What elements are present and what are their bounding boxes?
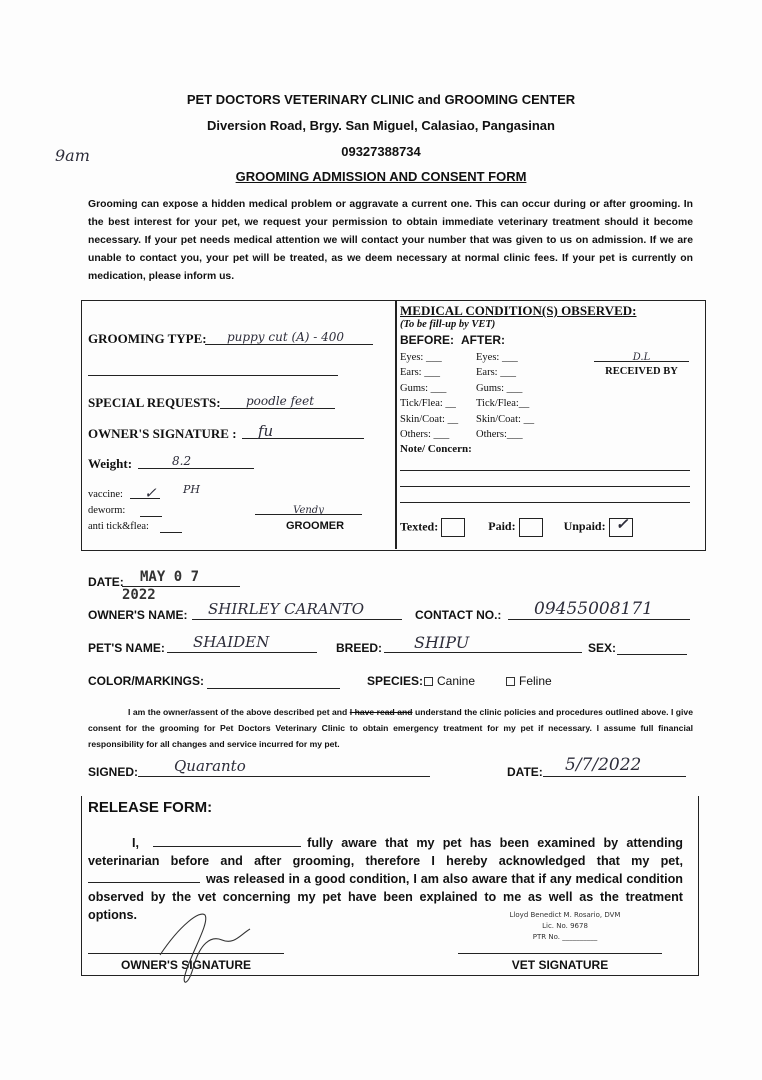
medical-title: MEDICAL CONDITION(S) OBSERVED: bbox=[400, 303, 637, 318]
intro-paragraph: Grooming can expose a hidden medical problem or aggravate a current one. This can occur during or after grooming. In the best interest for your pet, we request your permission to obtain immediate veterinary treatment should it become necessary. If your pet needs medical attention we will contact your number that was given to us on admission. If we are unable to contact you, your pet will be treated, as we deem necessary at normal clinic fees. If your pet is currently on medication, please inform us. bbox=[88, 199, 693, 282]
antitick-label: anti tick&flea: bbox=[88, 521, 149, 532]
unpaid-label: Unpaid: bbox=[563, 519, 606, 534]
owner-signature-scribble bbox=[150, 905, 260, 995]
owner-signature-value: fu bbox=[258, 422, 274, 440]
groomer-name: Vendy bbox=[293, 505, 324, 516]
owner-name-value: SHIRLEY CARANTO bbox=[208, 600, 365, 618]
owner-name-label: OWNER'S NAME: bbox=[88, 608, 188, 622]
pet-name-value: SHAIDEN bbox=[193, 633, 270, 651]
grooming-type-extra-line[interactable] bbox=[88, 361, 338, 376]
consent-date-label: DATE: bbox=[507, 765, 543, 779]
vet-signature-line[interactable] bbox=[458, 953, 662, 954]
groomer-field[interactable] bbox=[255, 500, 362, 515]
signed-label: SIGNED: bbox=[88, 765, 139, 779]
pet-name-field[interactable] bbox=[167, 633, 317, 653]
vet-signature-label: VET SIGNATURE bbox=[511, 958, 609, 972]
owner-signature-field[interactable] bbox=[242, 422, 364, 439]
clinic-phone: 09327388734 bbox=[341, 144, 421, 159]
release-text-1: I, bbox=[132, 836, 139, 850]
color-label: COLOR/MARKINGS: bbox=[88, 674, 204, 688]
sex-field[interactable] bbox=[617, 640, 687, 655]
consent-paragraph bbox=[88, 704, 693, 752]
date-field[interactable] bbox=[122, 568, 240, 603]
deworm-field[interactable] bbox=[140, 506, 162, 517]
weight-value: 8.2 bbox=[172, 454, 192, 468]
groomer-label: GROOMER bbox=[285, 520, 345, 532]
date-label: DATE: bbox=[88, 575, 124, 589]
after-item: Skin/Coat: __ bbox=[476, 413, 535, 425]
vaccine-checkmark: ✓ bbox=[144, 484, 157, 502]
unpaid-checkmark: ✓ bbox=[615, 515, 629, 533]
sex-label: SEX: bbox=[588, 641, 617, 655]
note-line[interactable] bbox=[400, 486, 690, 487]
paid-checkbox[interactable] bbox=[519, 518, 543, 537]
grooming-type-label: GROOMING TYPE: bbox=[88, 331, 207, 346]
texted-label: Texted: bbox=[400, 519, 439, 534]
after-item: Eyes: ___ bbox=[476, 352, 518, 363]
before-item: Gums: ___ bbox=[400, 382, 447, 394]
canine-checkbox[interactable] bbox=[424, 677, 433, 686]
breed-label: BREED: bbox=[336, 641, 383, 655]
vet-stamp-name: Lloyd Benedict M. Rosario, DVM bbox=[509, 911, 621, 919]
texted-checkbox[interactable] bbox=[441, 518, 465, 537]
vet-stamp bbox=[500, 910, 630, 943]
note-label: Note/ Concern: bbox=[400, 443, 472, 455]
before-list bbox=[400, 350, 458, 442]
medical-subtitle: (To be fill-up by VET) bbox=[400, 319, 496, 330]
received-by-field[interactable] bbox=[594, 347, 689, 362]
received-by-value: D.L bbox=[632, 352, 651, 363]
antitick-field[interactable] bbox=[160, 522, 182, 533]
clinic-name: PET DOCTORS VETERINARY CLINIC and GROOMING CENTER bbox=[186, 92, 576, 107]
before-label: BEFORE: bbox=[400, 333, 454, 347]
consent-date-field[interactable] bbox=[543, 755, 686, 777]
consent-text-2: understand the clinic policies and procedures outlined above. I give consent for the grooming for Pet Doctors Veterinary Clinic to obtain emergency treatment for my pet if necessary. I assume full financial responsibility for all changes and service incurred for my pet. bbox=[88, 707, 693, 749]
species-canine-option[interactable] bbox=[424, 674, 475, 688]
box-divider bbox=[395, 301, 397, 549]
vet-stamp-ptr: PTR No. __________ bbox=[532, 933, 598, 941]
date-stamp: MAY 0 7 2022 bbox=[122, 569, 200, 603]
vet-stamp-license: Lic. No. 9678 bbox=[542, 922, 588, 930]
contact-value: 09455008171 bbox=[534, 599, 653, 619]
before-item: Ears: ___ bbox=[400, 367, 440, 379]
paid-label: Paid: bbox=[488, 519, 516, 534]
consent-date-value: 5/7/2022 bbox=[565, 755, 642, 775]
contact-label: CONTACT NO.: bbox=[415, 608, 502, 622]
after-item: Ears: ___ bbox=[476, 367, 516, 379]
feline-label: Feline bbox=[519, 674, 552, 688]
note-line[interactable] bbox=[400, 502, 690, 503]
feline-checkbox[interactable] bbox=[506, 677, 515, 686]
species-feline-option[interactable] bbox=[506, 674, 552, 688]
after-item: Gums: ___ bbox=[476, 382, 523, 394]
breed-value: SHIPU bbox=[414, 633, 470, 652]
species-label: SPECIES: bbox=[367, 674, 424, 688]
release-title: RELEASE FORM: bbox=[88, 799, 213, 816]
breed-field[interactable] bbox=[384, 633, 582, 653]
received-by-label: RECEIVED BY bbox=[605, 366, 678, 377]
vaccine-note: PH bbox=[183, 483, 200, 496]
special-requests-value: poodle feet bbox=[246, 394, 315, 408]
release-pet-name-field[interactable] bbox=[88, 870, 200, 883]
contact-field[interactable] bbox=[508, 599, 690, 620]
color-field[interactable] bbox=[207, 674, 340, 689]
unpaid-checkbox[interactable] bbox=[609, 515, 633, 537]
release-owner-name-field[interactable] bbox=[153, 834, 301, 847]
before-item: Tick/Flea: __ bbox=[400, 398, 456, 410]
signed-field[interactable] bbox=[138, 757, 430, 777]
grooming-type-field[interactable] bbox=[205, 328, 373, 345]
after-label: AFTER: bbox=[461, 333, 505, 347]
owner-name-field[interactable] bbox=[192, 600, 402, 620]
after-item: Others:___ bbox=[476, 429, 523, 441]
special-requests-field[interactable] bbox=[220, 392, 335, 409]
after-item: Tick/Flea:__ bbox=[476, 398, 530, 410]
payment-status bbox=[400, 515, 633, 537]
weight-field[interactable] bbox=[138, 452, 254, 469]
grooming-type-value: puppy cut (A) - 400 bbox=[227, 330, 345, 344]
weight-label: Weight: bbox=[88, 456, 133, 471]
owner-signature-label: OWNER'S SIGNATURE : bbox=[88, 426, 237, 441]
clinic-address: Diversion Road, Brgy. San Miguel, Calasiao, Pangasinan bbox=[207, 118, 555, 133]
release-text-3: was released in a good condition, I am also aware that if any medical condition observed by the vet concerning my pet have been explained to me as well as the treatment options. bbox=[88, 872, 683, 922]
margin-note: 9am bbox=[55, 146, 90, 165]
special-requests-label: SPECIAL REQUESTS: bbox=[88, 395, 221, 410]
form-title: GROOMING ADMISSION AND CONSENT FORM bbox=[235, 169, 527, 184]
vaccine-label: vaccine: bbox=[88, 489, 123, 500]
after-list bbox=[476, 350, 534, 442]
vaccine-field[interactable] bbox=[130, 484, 160, 502]
release-text-2: fully aware that my pet has been examined by attending veterinarian before and after grooming, therefore I hereby acknowledged that my pet, bbox=[88, 836, 683, 868]
signed-value: Quaranto bbox=[174, 757, 246, 775]
consent-struck-text: I have read and bbox=[349, 707, 413, 717]
pet-name-label: PET'S NAME: bbox=[88, 641, 165, 655]
canine-label: Canine bbox=[437, 674, 476, 688]
consent-text-1: I am the owner/assent of the above described pet and bbox=[128, 707, 348, 717]
before-item: Others: ___ bbox=[400, 429, 450, 441]
deworm-label: deworm: bbox=[88, 505, 126, 516]
before-item: Skin/Coat: __ bbox=[400, 413, 459, 425]
note-line[interactable] bbox=[400, 470, 690, 471]
before-item: Eyes: ___ bbox=[400, 352, 442, 363]
release-owner-signature-label: OWNER'S SIGNATURE bbox=[121, 958, 251, 972]
